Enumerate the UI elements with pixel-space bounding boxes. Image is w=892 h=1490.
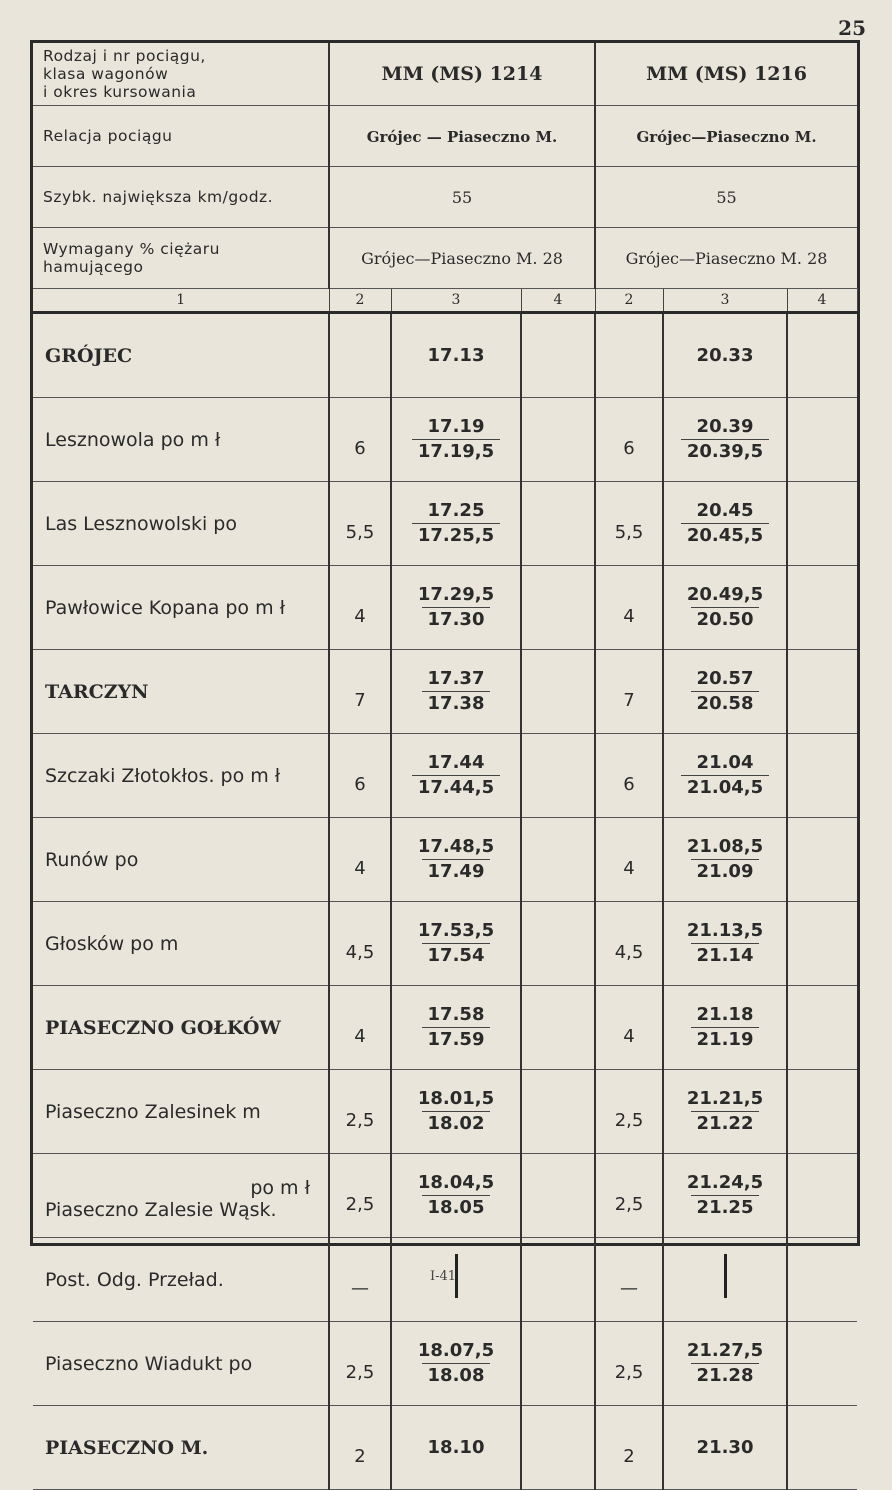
time-cell [663,986,787,1070]
arrival-time: 21.27,5 [686,1340,764,1361]
remarks-cell [521,1154,595,1238]
remarks-cell [787,482,857,566]
arrival-time: 21.21,5 [686,1088,764,1109]
station-row [33,1406,857,1490]
time-cell [663,1322,787,1406]
train-2-speed: 55 [595,167,857,228]
distance-km: 7 [595,650,663,734]
remarks-cell [521,482,595,566]
time-cell [663,398,787,482]
distance-km: 4 [329,566,391,650]
arrival-time: 20.49,5 [686,584,764,605]
time-cell [391,566,521,650]
column-number: 3 [391,289,521,313]
station-name: Piaseczno Zalesinek m [33,1070,329,1154]
remarks-cell [787,1406,857,1490]
time-cell [663,1070,787,1154]
arrival-time: 20.57 [696,668,754,689]
station-name: Runów po [33,818,329,902]
station-row [33,818,857,902]
station-name: Głosków po m [33,902,329,986]
remarks-cell [521,1406,595,1490]
column-number: 4 [521,289,595,313]
remarks-cell [787,566,857,650]
departure-time: 21.28 [691,1363,760,1388]
station-name: GRÓJEC [33,313,329,398]
remarks-cell [787,818,857,902]
remarks-cell [787,313,857,398]
train-2-relation [595,106,857,167]
departure-time: 20.45,5 [681,523,769,548]
arrival-time: 21.18 [696,1004,754,1025]
speed-label: Szybk. największa km/godz. [33,167,329,228]
page-number: 25 [838,16,866,40]
distance-km: 4 [595,818,663,902]
arrival-time: 20.33 [696,344,754,366]
distance-km: 2 [329,1406,391,1490]
departure-time: 17.19,5 [412,439,500,464]
departure-time: 21.04,5 [681,775,769,800]
distance-km: 2,5 [595,1070,663,1154]
departure-time: 18.02 [422,1111,491,1136]
departure-time: 17.44,5 [412,775,500,800]
time-cell [391,1322,521,1406]
arrival-time: 17.48,5 [417,836,495,857]
remarks-cell [521,1322,595,1406]
brake-label: Wymagany % ciężaru hamującego [33,228,329,289]
departure-time: 17.49 [422,859,491,884]
arrival-time: 17.19 [427,416,485,437]
arrival-time: 21.04 [696,752,754,773]
arrival-time: 17.25 [427,500,485,521]
departure-time: 17.54 [422,943,491,968]
station-row [33,1322,857,1406]
time-cell [391,1406,521,1490]
arrival-time: 18.07,5 [417,1340,495,1361]
train-1-brake: Grójec—Piaseczno M. 28 [329,228,595,289]
arrival-time: 18.04,5 [417,1172,495,1193]
column-number: 2 [329,289,391,313]
train-2-id [595,43,857,106]
remarks-cell [787,902,857,986]
remarks-cell [521,734,595,818]
departure-time: 20.50 [691,607,760,632]
time-cell [663,902,787,986]
departure-time: 17.30 [422,607,491,632]
time-cell [663,566,787,650]
remarks-cell [521,566,595,650]
arrival-time: 17.53,5 [417,920,495,941]
time-cell [663,650,787,734]
distance-km: — [595,1238,663,1322]
train-1-relation-text: Grójec — Piaseczno M. [366,127,558,146]
arrival-time: 17.29,5 [417,584,495,605]
distance-km: 5,5 [329,482,391,566]
time-cell [391,986,521,1070]
distance-km [329,313,391,398]
distance-km: 4 [329,818,391,902]
train-type-label: Rodzaj i nr pociągu, klasa wagonów i okres kursowania [33,43,329,106]
distance-km: 2,5 [595,1154,663,1238]
station-name: Pawłowice Kopana po m ł [33,566,329,650]
station-row [33,986,857,1070]
train-1-id-text: MM (MS) 1214 [381,63,543,85]
remarks-cell [521,398,595,482]
departure-time: 20.58 [691,691,760,716]
station-row [33,1154,857,1238]
remarks-cell [521,650,595,734]
time-cell [391,650,521,734]
station-name: TARCZYN [33,650,329,734]
station-row [33,398,857,482]
distance-km: 6 [595,398,663,482]
distance-km: 2,5 [329,1322,391,1406]
distance-km: 2,5 [595,1322,663,1406]
station-name: PIASECZNO M. [33,1406,329,1490]
departure-time: 18.05 [422,1195,491,1220]
departure-time: 21.19 [691,1027,760,1052]
train-1-relation [329,106,595,167]
remarks-cell [521,818,595,902]
time-cell [663,482,787,566]
remarks-cell [787,650,857,734]
arrival-time: 21.24,5 [686,1172,764,1193]
station-name: Szczaki Złotokłos. po m ł [33,734,329,818]
station-row [33,566,857,650]
distance-km: 4,5 [329,902,391,986]
train-2-id-text: MM (MS) 1216 [646,63,807,85]
station-name: Piaseczno Wiadukt po [33,1322,329,1406]
departure-time: 17.25,5 [412,523,500,548]
distance-km: 2 [595,1406,663,1490]
time-cell [663,1406,787,1490]
time-cell [391,818,521,902]
departure-time: 18.08 [422,1363,491,1388]
station-note: po m ł [250,1176,310,1199]
time-cell [391,313,521,398]
remarks-cell [787,1070,857,1154]
arrival-time: 17.58 [427,1004,485,1025]
station-name-text: Piaseczno Zalesie Wąsk. [45,1198,277,1221]
station-row [33,313,857,398]
departure-time: 17.59 [422,1027,491,1052]
station-rows [33,313,857,1490]
station-name: Las Lesznowolski po [33,482,329,566]
departure-time: 17.38 [422,691,491,716]
departure-time: 20.39,5 [681,439,769,464]
arrival-time: 21.30 [696,1436,754,1458]
distance-km: 6 [329,734,391,818]
pass-through-mark-icon [724,1254,727,1298]
distance-km [595,313,663,398]
arrival-time: 18.10 [427,1436,485,1458]
arrival-time: 17.44 [427,752,485,773]
column-number: 2 [595,289,663,313]
distance-km: 4,5 [595,902,663,986]
station-name [33,1154,329,1238]
footer-code: I-41 [430,1269,457,1284]
departure-time: 21.09 [691,859,760,884]
distance-km: 4 [595,986,663,1070]
time-cell [391,734,521,818]
departure-time: 21.22 [691,1111,760,1136]
train-2-relation-text: Grójec—Piaseczno M. [636,127,817,146]
remarks-cell [787,986,857,1070]
remarks-cell [787,1322,857,1406]
arrival-time: 21.08,5 [686,836,764,857]
station-name: Lesznowola po m ł [33,398,329,482]
distance-km: 6 [329,398,391,482]
distance-km: — [329,1238,391,1322]
station-row [33,902,857,986]
train-1-id [329,43,595,106]
remarks-cell [521,313,595,398]
time-cell [663,734,787,818]
distance-km: 6 [595,734,663,818]
time-cell [391,1070,521,1154]
station-row [33,734,857,818]
train-1-speed: 55 [329,167,595,228]
remarks-cell [521,1070,595,1154]
arrival-time: 17.13 [427,344,485,366]
remarks-cell [521,902,595,986]
arrival-time: 18.01,5 [417,1088,495,1109]
distance-km: 4 [329,986,391,1070]
time-cell [663,313,787,398]
time-cell [391,902,521,986]
remarks-cell [787,398,857,482]
relation-label: Relacja pociągu [33,106,329,167]
time-cell [663,1154,787,1238]
remarks-cell [787,734,857,818]
train-2-brake: Grójec—Piaseczno M. 28 [595,228,857,289]
distance-km: 2,5 [329,1070,391,1154]
column-number: 3 [663,289,787,313]
distance-km: 4 [595,566,663,650]
arrival-time: 20.39 [696,416,754,437]
station-row [33,1070,857,1154]
remarks-cell [787,1154,857,1238]
station-row [33,650,857,734]
arrival-time: 17.37 [427,668,485,689]
distance-km: 2,5 [329,1154,391,1238]
time-cell [391,398,521,482]
station-name: PIASECZNO GOŁKÓW [33,986,329,1070]
departure-time: 21.25 [691,1195,760,1220]
remarks-cell [521,986,595,1070]
arrival-time: 20.45 [696,500,754,521]
distance-km: 7 [329,650,391,734]
station-name: Post. Odg. Przeład. [33,1238,329,1322]
station-row [33,482,857,566]
arrival-time: 21.13,5 [686,920,764,941]
departure-time: 21.14 [691,943,760,968]
column-number: 1 [33,289,329,313]
distance-km: 5,5 [595,482,663,566]
time-cell [391,482,521,566]
time-cell [663,818,787,902]
column-number: 4 [787,289,857,313]
time-cell [391,1154,521,1238]
